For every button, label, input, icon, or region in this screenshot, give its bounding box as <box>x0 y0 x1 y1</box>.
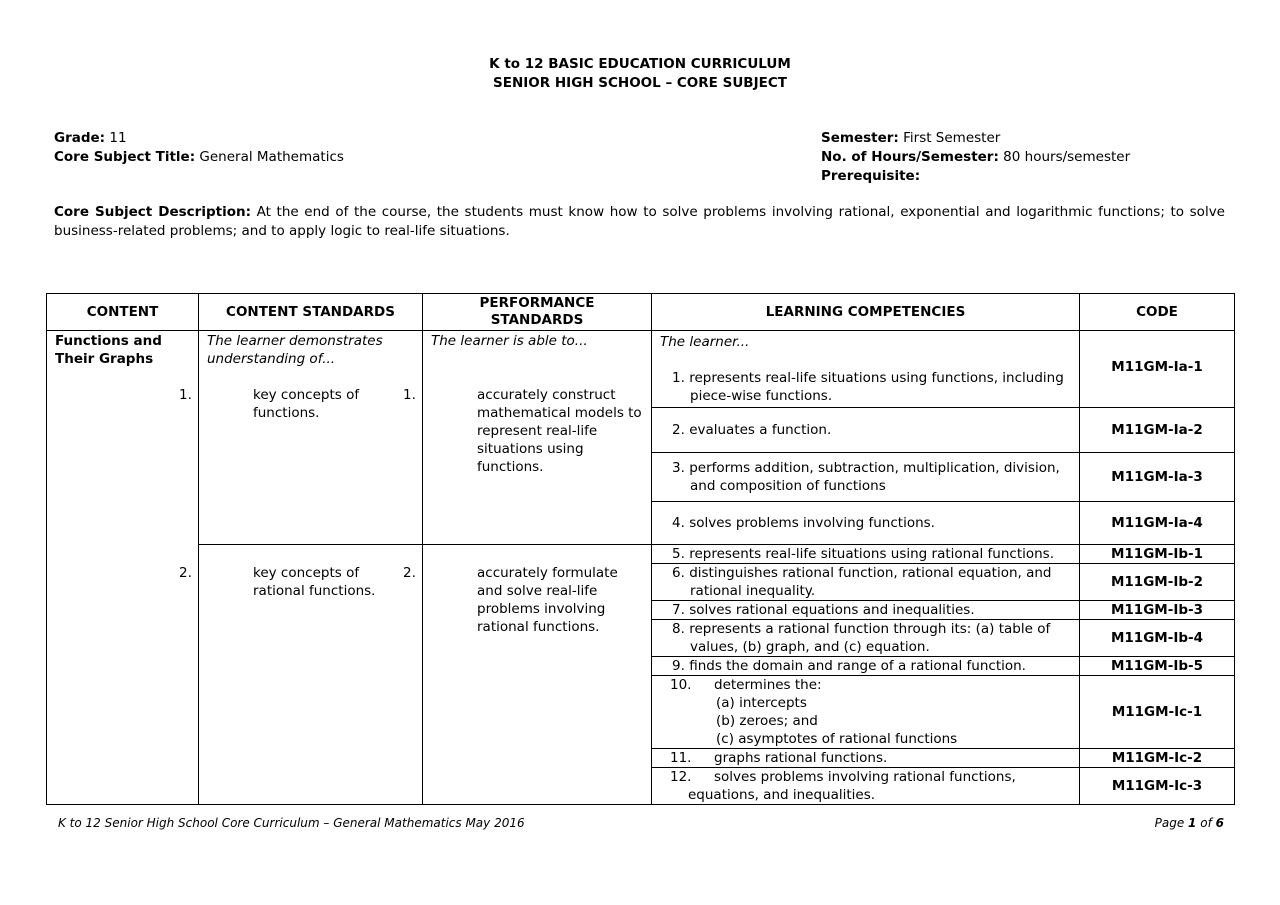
of-word: of <box>1200 816 1212 830</box>
cs-item-1 <box>179 386 414 422</box>
code-cell: M11GM-Ib-1 <box>1080 545 1235 564</box>
content-standard-2-cell <box>179 545 423 805</box>
header-content: CONTENT <box>47 294 199 331</box>
code-cell: M11GM-Ic-3 <box>1080 768 1235 805</box>
header-content-standards: CONTENT STANDARDS <box>199 294 423 331</box>
header-performance-standards-text: PERFORMANCE STANDARDS <box>479 295 595 328</box>
competency-cell <box>652 502 1080 545</box>
table-row <box>47 331 1235 408</box>
table-header-row <box>47 294 1235 331</box>
code-value: M11GM-Ia-1 <box>1111 359 1203 375</box>
competency-cell <box>652 749 1080 768</box>
content-text: Functions and Their Graphs <box>55 333 162 367</box>
header-performance-standards <box>423 294 652 331</box>
competency-text: performs addition, subtraction, multiplication, division, and composition of functions <box>689 460 1060 494</box>
competency-text: solves problems involving rational functions, equations, and inequalities. <box>688 769 1016 803</box>
competency-text: determines the: <box>714 677 822 693</box>
competency-cell <box>652 331 1080 408</box>
subject-label: Core Subject Title: <box>54 149 196 165</box>
ps-2-text: accurately formulate and solve real-life problems involving rational functions. <box>477 565 618 635</box>
ps-item-2 <box>403 564 643 636</box>
competency-cell <box>652 564 1080 601</box>
curriculum-table <box>46 293 1235 805</box>
subject-value: General Mathematics <box>199 149 344 165</box>
code-cell: M11GM-Ib-4 <box>1080 620 1235 657</box>
ps-1-num: 1. <box>403 387 416 403</box>
cs-intro: The learner demonstrates understanding of... <box>207 333 383 367</box>
content-standard-1-cell <box>179 331 423 545</box>
competency-num: 9. <box>672 658 685 674</box>
competency-num: 12. <box>670 769 692 785</box>
competency-cell <box>652 545 1080 564</box>
footer-text: K to 12 Senior High School Core Curriculum – General Mathematics May 2016 <box>58 816 525 830</box>
hours-value: 80 hours/semester <box>1003 149 1131 165</box>
competency-cell <box>652 408 1080 453</box>
header-code: CODE <box>1080 294 1235 331</box>
competency-cell <box>652 768 1080 805</box>
competency-num: 7. <box>672 602 685 618</box>
cs-2-text: key concepts of rational functions. <box>253 565 376 599</box>
page-word: Page <box>1154 816 1185 830</box>
competency-num: 3. <box>672 460 685 476</box>
semester-line <box>821 129 1130 148</box>
hours-label: No. of Hours/Semester: <box>821 149 999 165</box>
subject-line <box>54 148 344 167</box>
competency-text: represents real-life situations using functions, including piece-wise functions. <box>689 370 1064 404</box>
competency-text: distinguishes rational function, rational equation, and rational inequality. <box>689 565 1052 599</box>
competency-text: graphs rational functions. <box>714 750 888 766</box>
competency-num: 2. <box>672 422 685 438</box>
competency-sub-b: (b) zeroes; and <box>716 713 818 729</box>
cs-1-text: key concepts of functions. <box>253 387 360 421</box>
grade-label: Grade: <box>54 130 106 146</box>
lc-intro: The learner... <box>660 334 750 350</box>
page-current: 1 <box>1188 816 1197 830</box>
code-cell <box>1080 331 1235 408</box>
competency-num: 5. <box>672 546 685 562</box>
competency-10-line <box>670 676 1071 694</box>
document-subtitle: SENIOR HIGH SCHOOL – CORE SUBJECT <box>493 75 787 91</box>
ps-2-num: 2. <box>403 565 416 581</box>
semester-value: First Semester <box>903 130 1001 146</box>
performance-standard-2-cell <box>403 545 652 805</box>
description-text: At the end of the course, the students must know how to solve problems involving rational, exponential and logarithmic functions; to solve business-related problems; and to apply logic to real-life situations. <box>54 204 1225 239</box>
semester-label: Semester: <box>821 130 899 146</box>
competency-cell <box>652 453 1080 502</box>
competency-text: represents real-life situations using rational functions. <box>689 546 1055 562</box>
competency-num: 4. <box>672 515 685 531</box>
competency-text: finds the domain and range of a rational function. <box>689 658 1026 674</box>
left-meta <box>54 129 344 167</box>
competency-sub-a: (a) intercepts <box>716 695 807 711</box>
hours-line <box>821 148 1130 167</box>
competency-num: 10. <box>670 677 692 693</box>
competency-cell <box>652 676 1080 749</box>
competency-cell <box>652 657 1080 676</box>
content-cell <box>47 331 199 805</box>
code-cell: M11GM-Ia-2 <box>1080 408 1235 453</box>
description-label: Core Subject Description: <box>54 204 251 220</box>
prereq-line <box>821 167 1130 186</box>
competency-text: represents a rational function through its: (a) table of values, (b) graph, and (c) equation. <box>689 621 1051 655</box>
performance-standard-1-cell <box>403 331 652 545</box>
page-number <box>1155 816 1224 830</box>
code-cell: M11GM-Ic-2 <box>1080 749 1235 768</box>
code-cell: M11GM-Ia-3 <box>1080 453 1235 502</box>
competency-num: 1. <box>672 370 685 386</box>
competency-text: solves rational equations and inequalities. <box>689 602 975 618</box>
code-cell: M11GM-Ia-4 <box>1080 502 1235 545</box>
grade-value: 11 <box>109 130 127 146</box>
code-cell: M11GM-Ic-1 <box>1080 676 1235 749</box>
ps-intro: The learner is able to... <box>431 333 588 349</box>
ps-1-text: accurately construct mathematical models to represent real-life situations using functions. <box>477 387 642 475</box>
competency-text: evaluates a function. <box>689 422 832 438</box>
prereq-label: Prerequisite: <box>821 168 921 184</box>
document-title: K to 12 BASIC EDUCATION CURRICULUM <box>489 56 791 72</box>
competency-num: 11. <box>670 750 692 766</box>
header-learning-competencies: LEARNING COMPETENCIES <box>652 294 1080 331</box>
competency-sub-c: (c) asymptotes of rational functions <box>716 731 958 747</box>
competency-cell <box>652 601 1080 620</box>
table-row <box>47 545 1235 564</box>
code-cell: M11GM-Ib-5 <box>1080 657 1235 676</box>
subject-description <box>54 203 1225 241</box>
cs-1-num: 1. <box>179 387 192 403</box>
right-meta <box>821 129 1130 186</box>
code-cell: M11GM-Ib-3 <box>1080 601 1235 620</box>
competency-num: 6. <box>672 565 685 581</box>
competency-1 <box>660 369 1071 405</box>
page-total: 6 <box>1215 816 1224 830</box>
competency-num: 8. <box>672 621 685 637</box>
cs-2-num: 2. <box>179 565 192 581</box>
competency-cell <box>652 620 1080 657</box>
cs-item-2 <box>179 564 414 600</box>
ps-item-1 <box>403 386 643 476</box>
competency-text: solves problems involving functions. <box>689 515 935 531</box>
grade-line <box>54 129 344 148</box>
code-cell: M11GM-Ib-2 <box>1080 564 1235 601</box>
